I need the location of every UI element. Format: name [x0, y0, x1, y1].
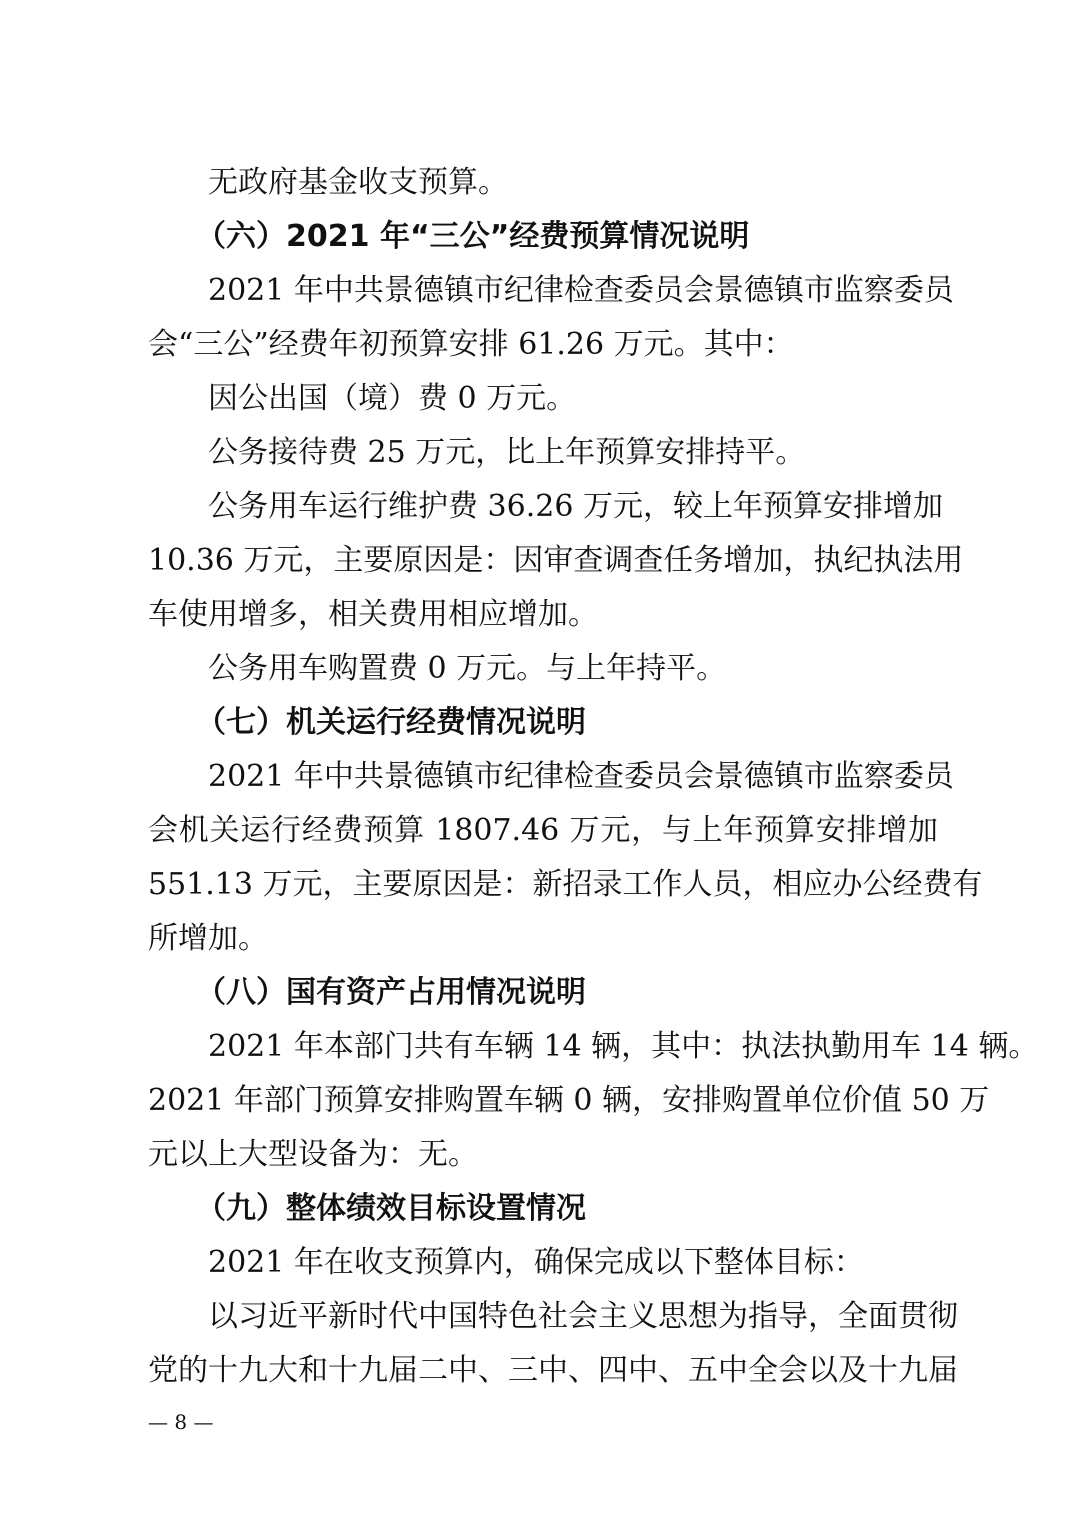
paragraph-line: 车使用增多，相关费用相应增加。 [148, 597, 598, 632]
paragraph-line: 元以上大型设备为：无。 [148, 1137, 478, 1172]
section-heading-six: （六）2021 年“三公”经费预算情况说明 [196, 219, 750, 254]
section-heading-nine: （九）整体绩效目标设置情况 [196, 1191, 586, 1226]
paragraph-line: 10.36 万元，主要原因是：因审查调查任务增加，执纪执法用 [148, 543, 964, 578]
paragraph-line: 2021 年中共景德镇市纪律检查委员会景德镇市监察委员 [208, 273, 954, 308]
section-heading-seven: （七）机关运行经费情况说明 [196, 705, 586, 740]
paragraph-line: 会机关运行经费预算 1807.46 万元，与上年预算安排增加 [148, 813, 938, 848]
paragraph-line: 所增加。 [148, 921, 268, 956]
paragraph-line: 会“三公”经费年初预算安排 61.26 万元。其中： [148, 327, 794, 362]
page-number: — 8 — [148, 1410, 214, 1434]
paragraph-line: 公务用车购置费 0 万元。与上年持平。 [208, 651, 727, 686]
paragraph-line: 以习近平新时代中国特色社会主义思想为指导，全面贯彻 [208, 1299, 958, 1334]
paragraph-line: 2021 年中共景德镇市纪律检查委员会景德镇市监察委员 [208, 759, 954, 794]
paragraph-line: 2021 年部门预算安排购置车辆 0 辆，安排购置单位价值 50 万 [148, 1083, 990, 1118]
paragraph-line: 党的十九大和十九届二中、三中、四中、五中全会以及十九届 [148, 1353, 958, 1388]
section-heading-eight: （八）国有资产占用情况说明 [196, 975, 586, 1010]
paragraph-line: 公务接待费 25 万元，比上年预算安排持平。 [208, 435, 806, 470]
paragraph-line: 2021 年在收支预算内，确保完成以下整体目标： [208, 1245, 864, 1280]
paragraph-line: 2021 年本部门共有车辆 14 辆，其中：执法执勤用车 14 辆。 [208, 1029, 1039, 1064]
paragraph-line: 551.13 万元，主要原因是：新招录工作人员，相应办公经费有 [148, 867, 983, 902]
paragraph-line: 无政府基金收支预算。 [208, 165, 508, 200]
paragraph-line: 因公出国（境）费 0 万元。 [208, 381, 577, 416]
paragraph-line: 公务用车运行维护费 36.26 万元，较上年预算安排增加 [208, 489, 943, 524]
